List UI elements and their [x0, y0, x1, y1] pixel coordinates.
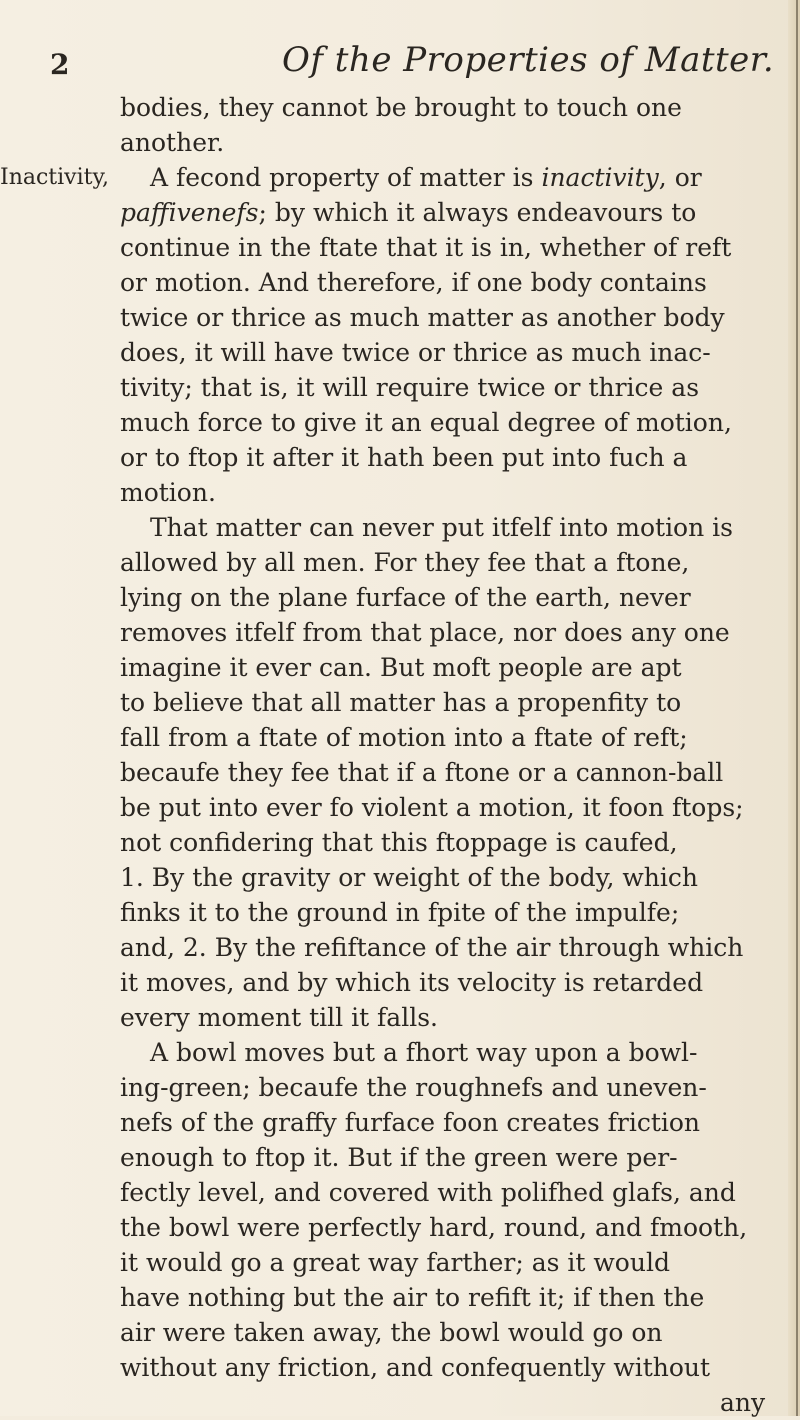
text-line: bodies, they cannot be brought to touch one	[120, 93, 682, 122]
text-line: enough to ftop it. But if the green were per-	[120, 1143, 678, 1172]
text-line: paffivenefs; by which it always endeavours to	[120, 198, 697, 227]
text-line: air were taken away, the bowl would go on	[120, 1318, 663, 1347]
text-line: or to ftop it after it hath been put into fuch a	[120, 443, 688, 472]
text-line: it moves, and by which its velocity is retarded	[120, 968, 704, 997]
text-line: tivity; that is, it will require twice or thrice as	[120, 373, 700, 402]
page-number: 2	[50, 48, 70, 81]
text-line: nefs of the graffy furface foon creates friction	[120, 1108, 701, 1137]
text-line: finks it to the ground in fpite of the impulfe;	[120, 898, 680, 927]
text-line: imagine it ever can. But moft people are apt	[120, 653, 682, 682]
text-line: becaufe they fee that if a ftone or a cannon-ball	[120, 758, 724, 787]
text-line: lying on the plane furface of the earth, never	[120, 583, 691, 612]
text-line: removes itfelf from that place, nor does any one	[120, 618, 730, 647]
text-line: not confidering that this ftoppage is caufed,	[120, 828, 678, 857]
running-title: Of the Properties of Matter.	[282, 40, 775, 80]
text-line: the bowl were perfectly hard, round, and fmooth,	[120, 1213, 748, 1242]
catchword-line	[64, 1385, 764, 1420]
text-line: fall from a ftate of motion into a ftate of reft;	[120, 723, 688, 752]
text-line: to believe that all matter has a propenfity to	[120, 688, 682, 717]
body-text	[0, 90, 766, 1420]
page-edge	[788, 0, 800, 1416]
text-line: 1. By the gravity or weight of the body, which	[120, 863, 698, 892]
text-line: every moment till it falls.	[120, 1003, 438, 1032]
text-line: ing-green; becaufe the roughnefs and uneven-	[120, 1073, 707, 1102]
text-line: A bowl moves but a fhort way upon a bowl-	[150, 1038, 698, 1067]
text-line: another.	[120, 128, 225, 157]
text-line: continue in the ftate that it is in, whether of reft	[120, 233, 732, 262]
text-line: much force to give it an equal degree of motion,	[120, 408, 732, 437]
text-line: be put into ever fo violent a motion, it foon ftops;	[120, 793, 744, 822]
text-line: or motion. And therefore, if one body contains	[120, 268, 707, 297]
text-line: allowed by all men. For they fee that a ftone,	[120, 548, 690, 577]
text-line: and, 2. By the refiftance of the air through which	[120, 933, 744, 962]
text-line: motion.	[120, 478, 216, 507]
catchword: any	[720, 1388, 766, 1417]
page-edge-shadow	[796, 0, 798, 1416]
text-line: Inactivity, A fecond property of matter is inactivity, or	[64, 160, 764, 195]
margin-note: Inactivity,	[0, 165, 109, 190]
text-line: That matter can never put itfelf into motion is	[150, 513, 733, 542]
text-line: twice or thrice as much matter as another body	[120, 303, 725, 332]
text-line: have nothing but the air to refift it; if then the	[120, 1283, 705, 1312]
page-header	[0, 36, 800, 86]
text-line: fectly level, and covered with polifhed glafs, and	[120, 1178, 736, 1207]
text-line: does, it will have twice or thrice as much inac-	[120, 338, 711, 367]
text-line: without any friction, and confequently without	[120, 1353, 711, 1382]
text-line: it would go a great way farther; as it would	[120, 1248, 670, 1277]
